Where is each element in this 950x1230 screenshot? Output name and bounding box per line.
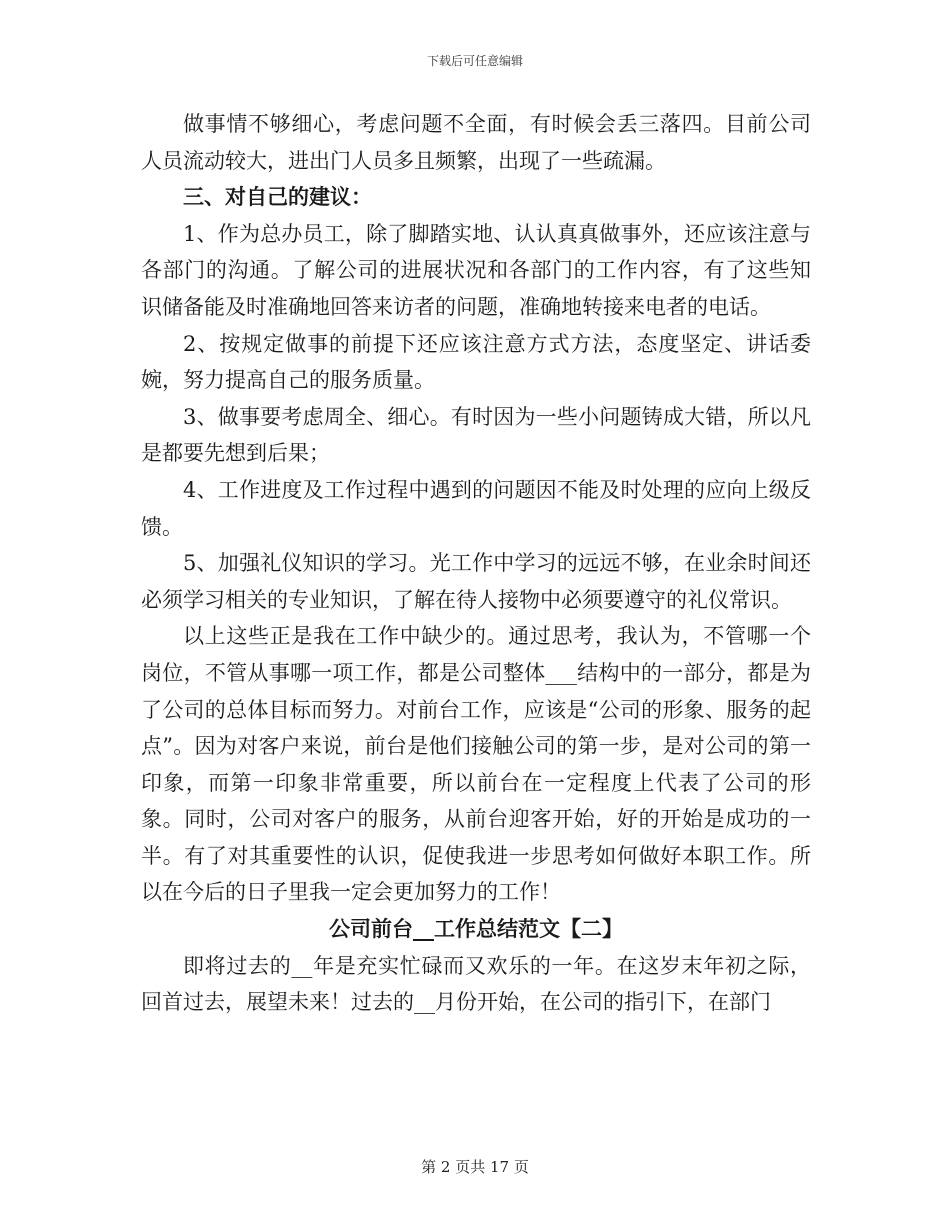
page-header: 下载后可任意编辑 — [426, 54, 523, 68]
article-title: 公司前台__工作总结范文【二】 — [329, 916, 623, 942]
list-item: 5、加强礼仪知识的学习。光工作中学习的远远不够，在业余时间还必须学习相关的专业知识，了解在待人接物中必须要遵守的礼仪常识。 — [141, 551, 811, 612]
paragraph: 做事情不够细心，考虑问题不全面，有时候会丢三落四。目前公司人员流动较大，进出门人员多且频繁，出现了一些疏漏。 — [141, 112, 811, 173]
list-item: 2、按规定做事的前提下还应该注意方式方法，态度坚定、讲话委婉，努力提高自己的服务质量。 — [141, 331, 811, 393]
paragraph: 以上这些正是我在工作中缺少的。通过思考，我认为，不管哪一个岗位，不管从事哪一项工作，都是公司整体___结构中的一部分，都是为了公司的总体目标而努力。对前台工作，应该是“公司的形象、服务的起点”。因为对客户来说，前台是他们接触公司的第一步，是对公司的第一印象，而第一印象非常重要，所以前台在一定程度上代表了公司的形象。同时，公司对客户的服务，从前台迎客开始，好的开始是成功的一半。有了对其重要性的认识，促使我进一步思考如何做好本职工作。所以在今后的日子里我一定会更加努力的工作！ — [141, 624, 811, 905]
list-item: 4、工作进度及工作过程中遇到的问题因不能及时处理的应向上级反馈。 — [141, 477, 811, 539]
list-item: 1、作为总办员工，除了脚踏实地、认认真真做事外，还应该注意与各部门的沟通。了解公司的进展状况和各部门的工作内容，有了这些知识储备能及时准确地回答来访者的问题，准确地转接来电者的电话。 — [141, 221, 811, 319]
section-heading: 三、对自己的建议： — [183, 184, 372, 210]
page-number: 第 2 页共 17 页 — [421, 1158, 529, 1176]
document-body — [141, 106, 811, 1021]
paragraph: 即将过去的__年是充实忙碌而又欢乐的一年。在这岁末年初之际，回首过去，展望未来！过去的__月份开始，在公司的指引下，在部门 — [141, 953, 811, 1015]
list-item: 3、做事要考虑周全、细心。有时因为一些小问题铸成大错，所以凡是都要先想到后果； — [141, 404, 811, 466]
